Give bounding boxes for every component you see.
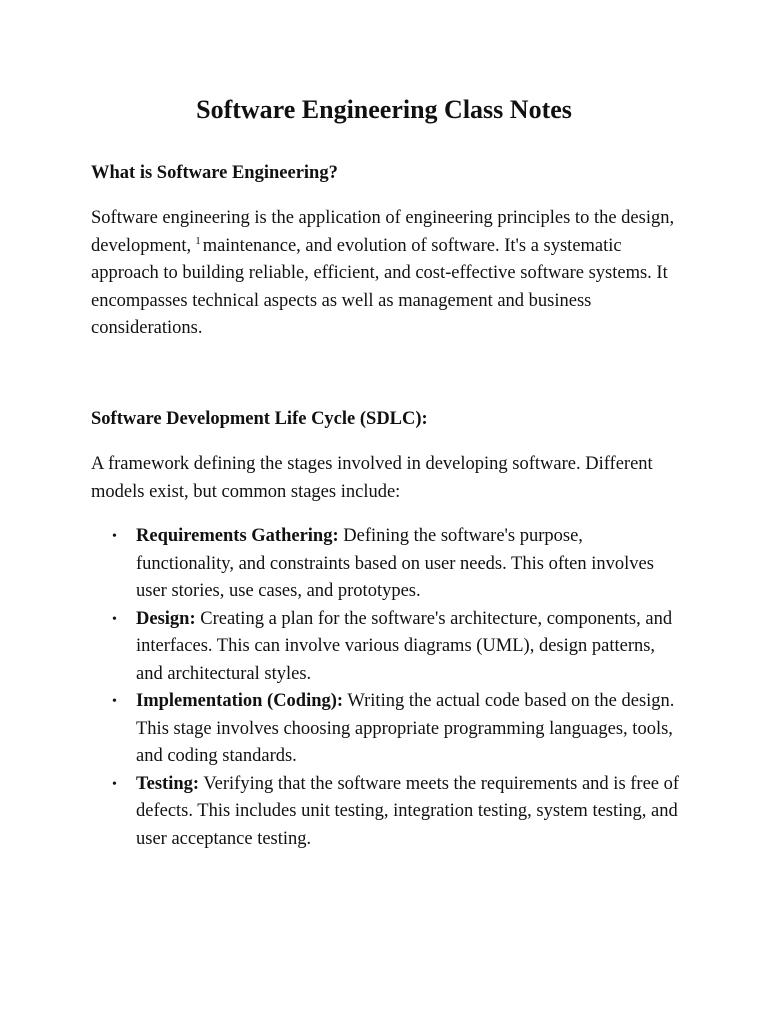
intro-paragraph-text-1: Software engineering is the application of engineering principles to the design, development, [91, 208, 675, 256]
bullet-dot-icon: • [112, 611, 117, 627]
page-title: Software Engineering Class Notes [196, 95, 572, 124]
list-item-term: Design: [136, 608, 196, 629]
list-item-term: Implementation (Coding): [136, 691, 344, 711]
sdlc-stage-list [112, 523, 681, 853]
list-item-term: Requirements Gathering: [136, 526, 339, 546]
list-item-text: Creating a plan for the software's architecture, components, and interfaces. This can involve various diagrams (UML), design patterns, and architectural styles. [136, 608, 673, 684]
bullet-dot-icon: • [112, 776, 117, 792]
footnote-marker[interactable]: 1 [195, 234, 201, 247]
intro-paragraph-text-2: maintenance, and evolution of software. It's a systematic approach to building reliable, efficient, and cost-effective software systems. It encompasses technical aspects as well as management and business considerations. [91, 235, 668, 338]
section-heading-what-is-se: What is Software Engineering? [91, 163, 338, 183]
bullet-dot-icon: • [112, 694, 117, 709]
list-item-text: Writing the actual code based on the design. This stage involves choosing appropriate programming languages, tools, and coding standards. [136, 691, 675, 766]
intro-paragraph [91, 205, 681, 343]
list-item-text: Verifying that the software meets the requirements and is free of defects. This includes unit testing, integration testing, system testing, and user acceptance testing. [136, 773, 680, 849]
list-item-requirements [112, 523, 681, 606]
list-item-design [112, 606, 681, 689]
list-item-text: Defining the software's purpose, functionality, and constraints based on user needs. This often involves user stories, use cases, and prototypes. [136, 526, 654, 601]
list-item-term: Testing: [136, 773, 200, 794]
section-heading-sdlc: Software Development Life Cycle (SDLC): [91, 409, 428, 429]
bullet-dot-icon: • [112, 529, 117, 544]
list-item-testing [112, 771, 681, 854]
list-item-implementation [112, 688, 681, 771]
sdlc-paragraph: A framework defining the stages involved in developing software. Different models exist, but common stages include: [91, 454, 653, 502]
